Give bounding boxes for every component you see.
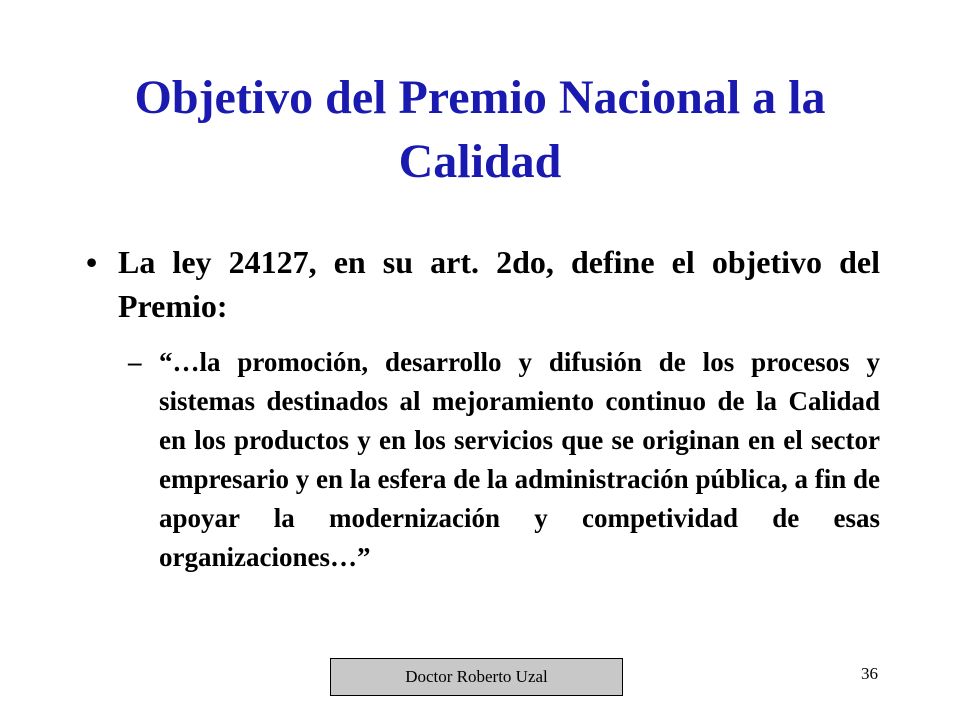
footer-author-box [330,658,623,696]
sub-bullet-item [128,343,880,577]
bullet-marker: • [86,244,98,280]
page-number: 36 [861,664,878,683]
bullet-item [86,240,880,328]
slide-title: Objetivo del Premio Nacional a la Calidad [134,71,826,188]
footer-author: Doctor Roberto Uzal [405,667,548,686]
sub-bullet-text: “…la promoción, desarrollo y difusión de los procesos y sistemas destinados al mejoramiento continuo de la Calidad en los productos y en los servicios que se originan en el sector empresario y en la esfera de la administración pública, a fin de apoyar la modernización y competividad de esas organizaciones…” [159,347,880,572]
sub-bullet-marker: – [128,347,142,377]
bullet-text: La ley 24127, en su art. 2do, define el objetivo del Premio: [118,244,880,324]
